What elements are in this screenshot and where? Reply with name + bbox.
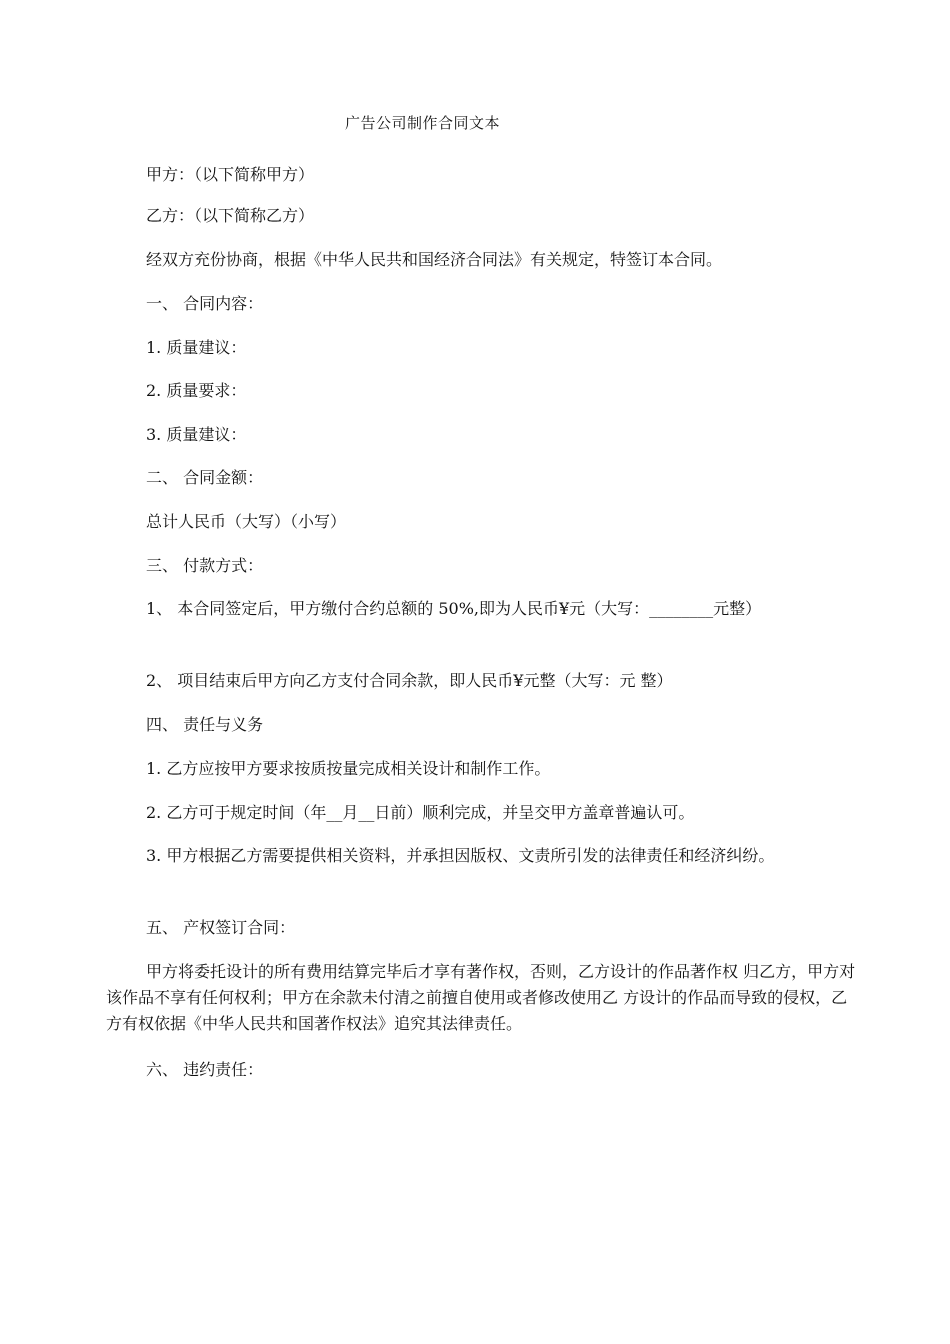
section-3-heading: 三、 付款方式： [146,556,264,575]
section-3-item-2: 2、 项目结束后甲方向乙方支付合同余款，即人民币¥元整（大写：元 整） [146,671,673,690]
section-1-heading: 一、 合同内容： [146,294,264,313]
section-4-item-1: 1. 乙方应按甲方要求按质按量完成相关设计和制作工作。 [146,759,551,778]
section-1-item-3: 3. 质量建议： [146,425,247,444]
section-1-item-2: 2. 质量要求： [146,381,247,400]
section-3-item-1: 1、 本合同签定后，甲方缴付合约总额的 50%,即为人民币¥元（大写：________元整） [146,599,762,618]
section-4-item-2: 2. 乙方可于规定时间（年__月__日前）顺利完成，并呈交甲方盖章普遍认可。 [146,803,695,822]
section-5-body: 甲方将委托设计的所有费用结算完毕后才享有著作权，否则，乙方设计的作品著作权 归乙方，甲方对该作品不享有任何权利；甲方在余款未付清之前擅自使用或者修改使用乙 方设计的作品而导致的侵权，乙方有权依据《中华人民共和国著作权法》追究其法律责任。 [106,962,856,1033]
party-b-line: 乙方：（以下简称乙方） [146,206,315,225]
section-5-heading: 五、 产权签订合同： [146,918,296,937]
section-6-heading: 六、 违约责任： [146,1060,264,1079]
party-a-line: 甲方：（以下简称甲方） [146,165,315,184]
document-title: 广告公司制作合同文本 [345,114,501,132]
section-2-total: 总计人民币（大写）（小写） [146,512,347,531]
section-4-item-3: 3. 甲方根据乙方需要提供相关资料，并承担因版权、文责所引发的法律责任和经济纠纷。 [146,846,775,865]
section-2-heading: 二、 合同金额： [146,468,264,487]
section-4-heading: 四、 责任与义务 [146,715,264,734]
section-1-item-1: 1. 质量建议： [146,338,247,357]
preamble-paragraph: 经双方充份协商，根据《中华人民共和国经济合同法》有关规定，特签订本合同。 [146,250,723,269]
